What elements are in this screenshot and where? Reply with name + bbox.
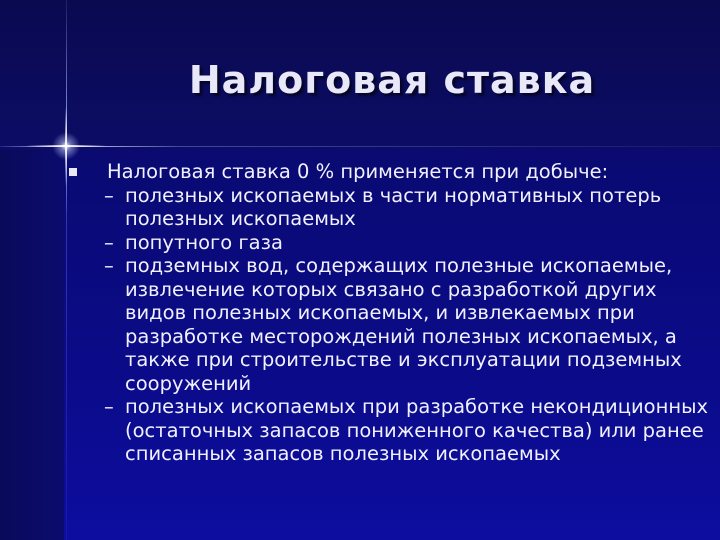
sub-bullet-list bbox=[62, 184, 712, 466]
slide-title: Налоговая ставка bbox=[188, 58, 596, 102]
dash-icon: – bbox=[104, 254, 114, 277]
sub-bullet-text: подземных вод, содержащих полезные ископаемые, извлечение которых связано с разработкой других видов полезных ископаемых, и извлекаемых при разработке месторождений полезных ископаемых, а также при строительстве и эксплуатации подземных сооружений bbox=[125, 254, 682, 395]
sub-bullet-item bbox=[62, 231, 712, 255]
side-band bbox=[0, 150, 64, 540]
sub-bullet-text: полезных ископаемых при разработке некондиционных (остаточных запасов пониженного качества) или ранее списанных запасов полезных ископаемых bbox=[125, 395, 709, 465]
sub-bullet-item bbox=[62, 254, 712, 395]
dash-icon: – bbox=[104, 395, 114, 418]
slide-content bbox=[62, 160, 712, 466]
square-bullet-icon bbox=[69, 168, 77, 176]
sub-bullet-text: попутного газа bbox=[125, 230, 283, 254]
main-bullet-text: Налоговая ставка 0 % применяется при добыче: bbox=[107, 160, 609, 183]
horizontal-light-line bbox=[0, 146, 720, 147]
dash-icon: – bbox=[104, 183, 114, 207]
sub-bullet-item bbox=[62, 395, 712, 466]
dash-icon: – bbox=[104, 230, 114, 254]
sub-bullet-item bbox=[62, 184, 712, 231]
main-bullet-item bbox=[62, 160, 712, 184]
sub-bullet-text: полезных ископаемых в части нормативных потерь полезных ископаемых bbox=[125, 183, 662, 230]
